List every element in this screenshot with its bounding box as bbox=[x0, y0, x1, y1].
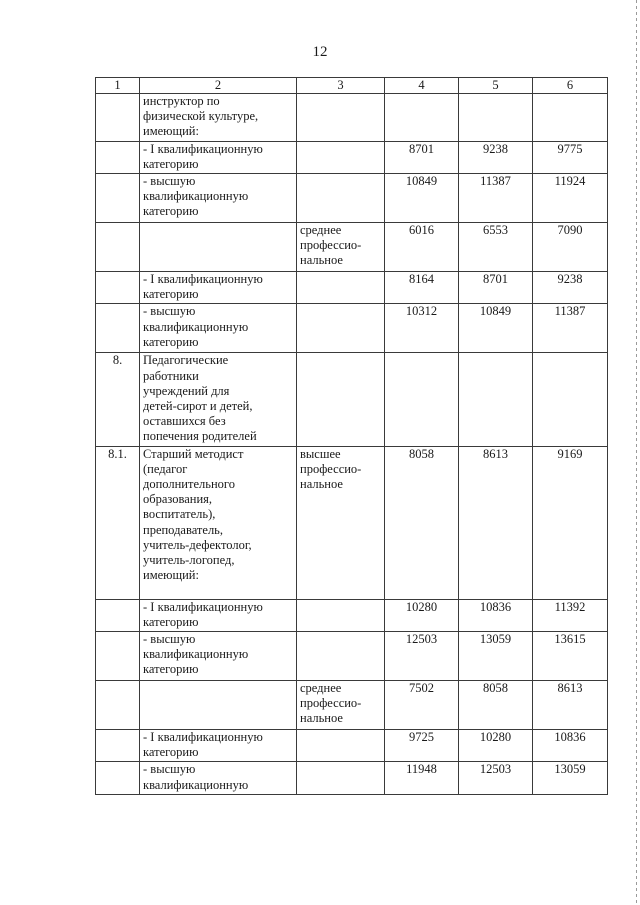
salary-cell-col4: 11948 bbox=[385, 762, 459, 794]
salary-cell-col6 bbox=[533, 353, 608, 446]
position-cell: - высшую квалификационную категорию bbox=[140, 304, 297, 353]
salary-cell-col5: 10280 bbox=[459, 730, 533, 762]
salary-cell-col6: 9775 bbox=[533, 141, 608, 173]
salary-cell-col5: 8613 bbox=[459, 446, 533, 599]
row-number-cell bbox=[96, 599, 140, 631]
position-cell: - I квалификационную категорию bbox=[140, 141, 297, 173]
salary-cell-col6: 11387 bbox=[533, 304, 608, 353]
table-row bbox=[96, 353, 608, 446]
header-cell: 4 bbox=[385, 78, 459, 94]
salary-cell-col5: 13059 bbox=[459, 632, 533, 681]
salary-cell-col4: 6016 bbox=[385, 223, 459, 272]
table-row bbox=[96, 446, 608, 599]
education-cell: среднее профессио- нальное bbox=[297, 681, 385, 730]
position-cell: Педагогические работники учреждений для детей-сирот и детей, оставшихся без попечения родителей bbox=[140, 353, 297, 446]
salary-cell-col6: 9238 bbox=[533, 272, 608, 304]
header-cell: 2 bbox=[140, 78, 297, 94]
table-row bbox=[96, 632, 608, 681]
education-cell bbox=[297, 94, 385, 142]
position-cell: - I квалификационную категорию bbox=[140, 730, 297, 762]
row-number-cell bbox=[96, 174, 140, 223]
salary-cell-col4: 10280 bbox=[385, 599, 459, 631]
salary-cell-col5: 11387 bbox=[459, 174, 533, 223]
education-cell bbox=[297, 599, 385, 631]
salary-cell-col6: 11924 bbox=[533, 174, 608, 223]
position-cell: - высшую квалификационную категорию bbox=[140, 632, 297, 681]
row-number-cell bbox=[96, 223, 140, 272]
table-row bbox=[96, 730, 608, 762]
table-row bbox=[96, 141, 608, 173]
position-cell: - высшую квалификационную категорию bbox=[140, 174, 297, 223]
salary-cell-col5 bbox=[459, 353, 533, 446]
salary-cell-col5: 6553 bbox=[459, 223, 533, 272]
education-cell bbox=[297, 272, 385, 304]
salary-cell-col6 bbox=[533, 94, 608, 142]
position-cell: - высшую квалификационную bbox=[140, 762, 297, 794]
row-number-cell bbox=[96, 304, 140, 353]
header-cell: 1 bbox=[96, 78, 140, 94]
header-cell: 5 bbox=[459, 78, 533, 94]
salary-cell-col5: 9238 bbox=[459, 141, 533, 173]
table-row bbox=[96, 94, 608, 142]
education-cell bbox=[297, 730, 385, 762]
page-number: 12 bbox=[312, 44, 328, 60]
salary-cell-col5: 8058 bbox=[459, 681, 533, 730]
salary-cell-col6: 13059 bbox=[533, 762, 608, 794]
row-number-cell: 8.1. bbox=[96, 446, 140, 599]
row-number-cell bbox=[96, 94, 140, 142]
education-cell: высшее профессио- нальное bbox=[297, 446, 385, 599]
salary-cell-col4: 9725 bbox=[385, 730, 459, 762]
salary-cell-col4: 8058 bbox=[385, 446, 459, 599]
row-number-cell bbox=[96, 632, 140, 681]
education-cell: среднее профессио- нальное bbox=[297, 223, 385, 272]
header-cell: 3 bbox=[297, 78, 385, 94]
education-cell bbox=[297, 762, 385, 794]
salary-cell-col4: 8701 bbox=[385, 141, 459, 173]
row-number-cell bbox=[96, 730, 140, 762]
education-cell bbox=[297, 141, 385, 173]
education-cell bbox=[297, 174, 385, 223]
salary-cell-col5: 10836 bbox=[459, 599, 533, 631]
salary-cell-col5 bbox=[459, 94, 533, 142]
table-row bbox=[96, 762, 608, 794]
salary-cell-col5: 8701 bbox=[459, 272, 533, 304]
salary-cell-col6: 11392 bbox=[533, 599, 608, 631]
row-number-cell bbox=[96, 141, 140, 173]
table-header-row bbox=[96, 78, 608, 94]
row-number-cell bbox=[96, 272, 140, 304]
salary-cell-col4: 10849 bbox=[385, 174, 459, 223]
position-cell: Старший методист (педагог дополнительного образования, воспитатель), преподаватель, учитель-дефектолог, учитель-логопед, имеющий: bbox=[140, 446, 297, 599]
row-number-cell bbox=[96, 681, 140, 730]
salary-cell-col4 bbox=[385, 353, 459, 446]
position-cell: инструктор по физической культуре, имеющий: bbox=[140, 94, 297, 142]
salary-cell-col6: 10836 bbox=[533, 730, 608, 762]
education-cell bbox=[297, 632, 385, 681]
salary-cell-col6: 8613 bbox=[533, 681, 608, 730]
row-number-cell: 8. bbox=[96, 353, 140, 446]
table-row bbox=[96, 272, 608, 304]
education-cell bbox=[297, 304, 385, 353]
salary-cell-col4: 12503 bbox=[385, 632, 459, 681]
salary-cell-col4: 7502 bbox=[385, 681, 459, 730]
salary-cell-col5: 12503 bbox=[459, 762, 533, 794]
education-cell bbox=[297, 353, 385, 446]
salary-cell-col4: 8164 bbox=[385, 272, 459, 304]
table-row bbox=[96, 681, 608, 730]
salary-cell-col4 bbox=[385, 94, 459, 142]
salary-cell-col6: 9169 bbox=[533, 446, 608, 599]
salary-table bbox=[95, 77, 608, 795]
salary-cell-col5: 10849 bbox=[459, 304, 533, 353]
position-cell bbox=[140, 223, 297, 272]
position-cell: - I квалификационную категорию bbox=[140, 272, 297, 304]
salary-cell-col6: 7090 bbox=[533, 223, 608, 272]
position-cell: - I квалификационную категорию bbox=[140, 599, 297, 631]
salary-cell-col6: 13615 bbox=[533, 632, 608, 681]
header-cell: 6 bbox=[533, 78, 608, 94]
position-cell bbox=[140, 681, 297, 730]
table-row bbox=[96, 304, 608, 353]
table-row bbox=[96, 223, 608, 272]
table-row bbox=[96, 174, 608, 223]
salary-cell-col4: 10312 bbox=[385, 304, 459, 353]
scan-edge-line bbox=[636, 0, 637, 905]
row-number-cell bbox=[96, 762, 140, 794]
table-row bbox=[96, 599, 608, 631]
